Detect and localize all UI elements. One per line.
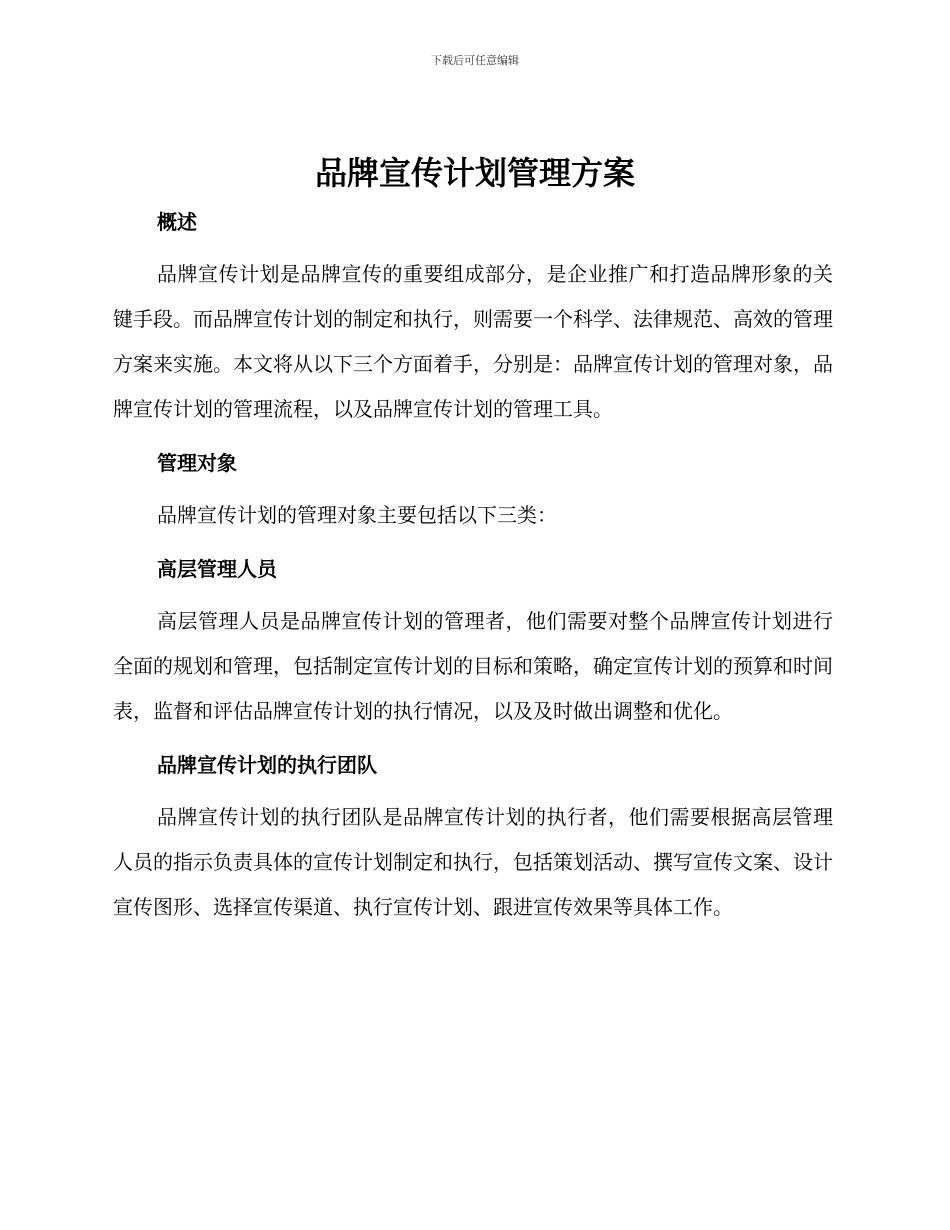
page-header: 下载后可任意编辑 [431, 54, 519, 67]
section-senior-management [113, 551, 833, 734]
document-title: 品牌宣传计划管理方案 [314, 154, 635, 192]
section-management-targets [113, 445, 833, 538]
section-heading: 高层管理人员 [157, 557, 277, 581]
section-heading: 管理对象 [157, 451, 237, 475]
section-heading: 品牌宣传计划的执行团队 [157, 753, 377, 777]
section-paragraph: 品牌宣传计划是品牌宣传的重要组成部分，是企业推广和打造品牌形象的关键手段。而品牌宣传计划的制定和执行，则需要一个科学、法律规范、高效的管理方案来实施。本文将从以下三个方面着手，分别是：品牌宣传计划的管理对象，品牌宣传计划的管理流程，以及品牌宣传计划的管理工具。 [113, 262, 833, 421]
section-paragraph: 品牌宣传计划的管理对象主要包括以下三类： [157, 503, 557, 527]
section-overview [113, 204, 833, 432]
section-paragraph: 高层管理人员是品牌宣传计划的管理者，他们需要对整个品牌宣传计划进行全面的规划和管理，包括制定宣传计划的目标和策略，确定宣传计划的预算和时间表，监督和评估品牌宣传计划的执行情况，以及及时做出调整和优化。 [113, 609, 833, 723]
section-execution-team [113, 747, 833, 930]
document-body [113, 204, 833, 930]
section-paragraph: 品牌宣传计划的执行团队是品牌宣传计划的执行者，他们需要根据高层管理人员的指示负责具体的宣传计划制定和执行，包括策划活动、撰写宣传文案、设计宣传图形、选择宣传渠道、执行宣传计划、跟进宣传效果等具体工作。 [113, 805, 833, 919]
section-heading: 概述 [157, 210, 197, 234]
